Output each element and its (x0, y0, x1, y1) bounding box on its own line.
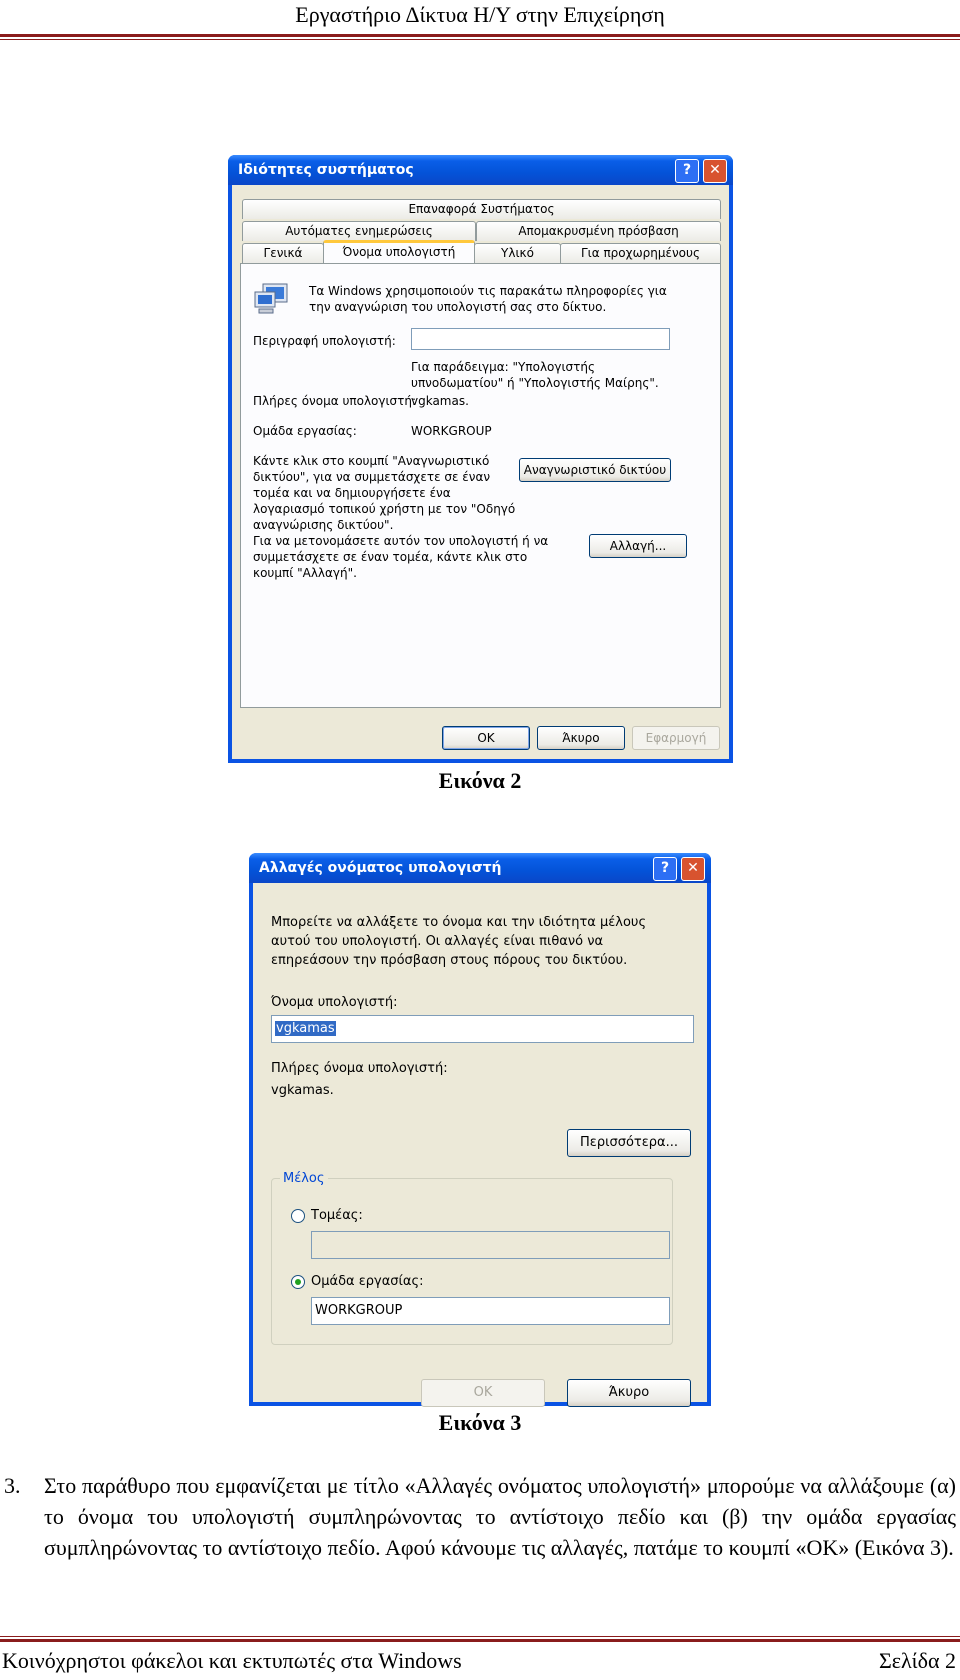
close-icon[interactable]: ✕ (681, 857, 705, 881)
help-icon[interactable]: ? (653, 857, 677, 881)
footer-right: Σελίδα 2 (878, 1648, 956, 1673)
more-button[interactable]: Περισσότερα... (567, 1129, 691, 1157)
tab-panel (240, 263, 721, 708)
step-text: Στο παράθυρο που εμφανίζεται με τίτλο «Αλλαγές ονόματος υπολογιστή» μπορούμε να αλλάξουμε (α) το όνομα του υπολογιστή συμπληρώνοντας το αντίστοιχο πεδίο και (β) την ομάδα εργασίας συμπληρώνοντας το αντίστοιχο πεδίο. Αφού κάνουμε τις αλλαγές, πατάμε το κουμπί «OK» (Εικόνα 3). (44, 1473, 956, 1560)
window-title: Ιδιότητες συστήματος (238, 162, 414, 178)
rename-text-3: κουμπί "Αλλαγή". (253, 566, 357, 580)
network-id-text-3: τομέα και να δημιουργήσετε ένα (253, 486, 451, 500)
close-icon[interactable]: ✕ (703, 159, 727, 183)
figure-3-caption: Εικόνα 3 (438, 1410, 522, 1435)
change-button[interactable]: Αλλαγή... (589, 534, 687, 558)
window-titlebar (249, 853, 711, 883)
tab-hardware[interactable]: Υλικό (474, 243, 561, 263)
tab-remote-access[interactable]: Απομακρυσμένη πρόσβαση (476, 221, 721, 241)
domain-radio[interactable] (291, 1209, 305, 1223)
tab-automatic-updates[interactable]: Αυτόματες ενημερώσεις (242, 221, 476, 241)
cancel-button[interactable]: Άκυρο (567, 1379, 691, 1407)
member-of-legend: Μέλος (283, 1171, 325, 1186)
intro-line-2: την αναγνώριση του υπολογιστή σας στο δίκτυο. (309, 300, 607, 314)
system-properties-window (228, 155, 733, 763)
ok-button[interactable]: OK (421, 1379, 545, 1407)
step-number: 3. (4, 1473, 21, 1498)
tab-system-restore[interactable]: Επαναφορά Συστήματος (242, 199, 721, 219)
help-icon[interactable]: ? (675, 159, 699, 183)
window-title: Αλλαγές ονόματος υπολογιστή (259, 860, 502, 876)
domain-input[interactable] (311, 1231, 670, 1259)
full-name-label: Πλήρες όνομα υπολογιστή: (253, 394, 417, 408)
workgroup-radio[interactable] (291, 1275, 305, 1289)
window-body (232, 185, 729, 759)
network-id-text-1: Κάντε κλικ στο κουμπί "Αναγνωριστικό (253, 454, 490, 468)
computer-name-selected-text: vgkamas (276, 1021, 335, 1036)
full-name-label: Πλήρες όνομα υπολογιστή: (271, 1061, 448, 1076)
tab-computer-name[interactable]: Όνομα υπολογιστή (323, 240, 475, 263)
description-input[interactable] (411, 328, 670, 350)
footer-rule-thin (0, 1636, 960, 1637)
domain-label: Τομέας: (311, 1208, 363, 1223)
intro-line-1: Μπορείτε να αλλάξετε το όνομα και την ιδιότητα μέλους (271, 915, 647, 930)
network-id-text-5: αναγνώρισης δικτύου". (253, 518, 394, 532)
computer-name-input[interactable] (271, 1015, 694, 1043)
network-id-text-2: δικτύου", για να συμμετάσχετε σε έναν (253, 470, 491, 484)
network-id-button[interactable]: Αναγνωριστικό δικτύου (519, 458, 671, 482)
computer-icon (253, 282, 291, 316)
header-rule (0, 34, 960, 37)
step-paragraph (4, 1470, 956, 1563)
description-label: Περιγραφή υπολογιστή: (253, 334, 396, 348)
apply-button[interactable]: Εφαρμογή (632, 726, 720, 750)
example-line-2: υπνοδωματίου" ή "Υπολογιστής Μαίρης". (411, 376, 659, 390)
workgroup-label: Ομάδα εργασίας: (253, 424, 357, 438)
intro-line-1: Τα Windows χρησιμοποιούν τις παρακάτω πληροφορίες για (309, 284, 667, 298)
page-header: Εργαστήριο Δίκτυα Η/Υ στην Επιχείρηση (295, 2, 665, 27)
tab-general[interactable]: Γενικά (242, 243, 324, 263)
workgroup-label: Ομάδα εργασίας: (311, 1274, 424, 1289)
header-rule-thin (0, 39, 960, 40)
workgroup-input[interactable]: WORKGROUP (311, 1297, 670, 1325)
intro-line-2: αυτού του υπολογιστή. Οι αλλαγές είναι πιθανό να (271, 934, 604, 949)
window-titlebar (228, 155, 733, 185)
computer-name-changes-window (249, 853, 711, 1406)
cancel-button[interactable]: Άκυρο (537, 726, 625, 750)
intro-line-3: επηρεάσουν την πρόσβαση στους πόρους του δικτύου. (271, 953, 628, 968)
tab-advanced[interactable]: Για προχωρημένους (560, 243, 721, 263)
figure-2-caption: Εικόνα 2 (438, 768, 522, 793)
footer-left: Κοινόχρηστοι φάκελοι και εκτυπωτές στα Windows (2, 1648, 462, 1673)
full-name-value: vgkamas. (411, 394, 469, 408)
rename-text-2: συμμετάσχετε σε έναν τομέα, κάντε κλικ στο (253, 550, 528, 564)
window-body (253, 883, 707, 1402)
ok-button[interactable]: OK (442, 726, 530, 750)
rename-text-1: Για να μετονομάσετε αυτόν τον υπολογιστή ή να (253, 534, 549, 548)
workgroup-value: WORKGROUP (411, 424, 492, 438)
full-name-value: vgkamas. (271, 1083, 334, 1098)
network-id-text-4: λογαριασμό τοπικού χρήστη με τον "Οδηγό (253, 502, 516, 516)
footer-rule (0, 1639, 960, 1642)
example-line-1: Για παράδειγμα: "Υπολογιστής (411, 360, 596, 374)
computer-name-label: Όνομα υπολογιστή: (271, 995, 398, 1010)
